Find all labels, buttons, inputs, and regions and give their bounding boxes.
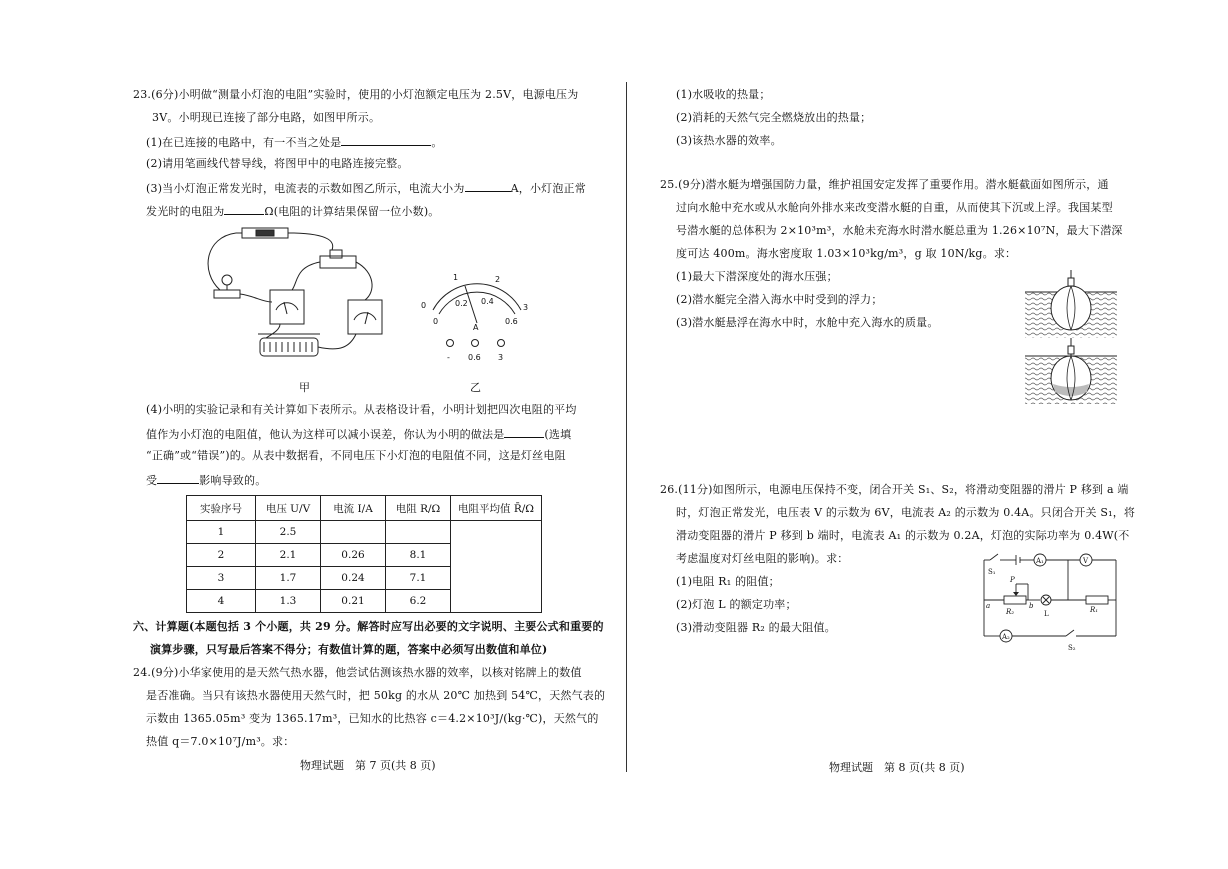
q24-line1: 24.(9分)小华家使用的是天然气热水器，他尝试估测该热水器的效率，以核对铭牌上的数值 [133, 666, 582, 679]
table-header: 实验序号 [187, 496, 256, 521]
label-s1: S₁ [988, 568, 996, 576]
table-cell: 4 [187, 590, 256, 613]
dial-tick-2: 2 [495, 275, 501, 284]
q23-part4-line2-b: (选填 [544, 428, 572, 441]
label-b: b [1029, 602, 1034, 610]
q24-sub2: (2)消耗的天然气完全燃烧放出的热量； [676, 111, 872, 124]
q23-part1-end: 。 [431, 136, 443, 149]
q23-part3-cont-b: Ω(电阻的计算结果保留一位小数)。 [264, 205, 440, 218]
label-p: P [1010, 576, 1015, 584]
table-cell: 1.3 [256, 590, 321, 613]
q23-part4-line4-a: 受 [146, 474, 158, 487]
table-header: 电阻平均值 R̄/Ω [451, 496, 542, 521]
q25-line3: 号潜水艇的总体积为 2×10³m³，水舱未充海水时潜水艇总重为 1.26×10⁷N，最大下潜深 [676, 224, 1123, 237]
table-cell: 7.1 [386, 567, 451, 590]
page-8 [628, 0, 1228, 869]
table-cell-average [451, 521, 542, 613]
q23-part2: (2)请用笔画线代替导线，将图甲中的电路连接完整。 [146, 157, 409, 170]
label-a: a [986, 602, 991, 610]
q25-line4: 度可达 400m。海水密度取 1.03×10³kg/m³，g 取 10N/kg。求： [676, 247, 1017, 260]
terminal-3: 3 [498, 353, 504, 362]
dial-tick-left: 0 [421, 301, 427, 310]
q24-sub3: (3)该热水器的效率。 [676, 134, 782, 147]
dial-inner-06: 0.6 [505, 317, 518, 326]
answer-blank-5[interactable] [157, 472, 199, 484]
q24-line4: 热值 q＝7.0×10⁷J/m³。求： [146, 735, 295, 748]
dial-inner-02: 0.2 [455, 299, 468, 308]
label-v: V [1083, 557, 1089, 565]
q23-part3-text-b: A，小灯泡正常 [510, 182, 586, 195]
table-cell: 2.5 [256, 521, 321, 544]
q23-part3 [146, 180, 586, 196]
table-cell: 0.21 [321, 590, 386, 613]
q26-sub3: (3)滑动变阻器 R₂ 的最大阻值。 [676, 621, 836, 634]
answer-blank-3[interactable] [224, 203, 264, 215]
section-6-heading: 六、计算题(本题包括 3 个小题，共 29 分。解答时应写出必要的文字说明、主要公式和重要的 [133, 620, 604, 633]
q24-sub1: (1)水吸收的热量； [676, 88, 771, 101]
dial-tick-1: 1 [453, 273, 459, 282]
dial-inner-0: 0 [433, 317, 439, 326]
terminal-neg: - [447, 353, 450, 362]
q26-sub2: (2)灯泡 L 的额定功率； [676, 598, 797, 611]
table-cell: 3 [187, 567, 256, 590]
table-header: 电阻 R/Ω [386, 496, 451, 521]
table-cell: 1.7 [256, 567, 321, 590]
q23-part1 [146, 134, 443, 150]
table-cell: 1 [187, 521, 256, 544]
table-header: 电压 U/V [256, 496, 321, 521]
section-6-heading-cont: 演算步骤，只写最后答案不得分；有数值计算的题，答案中必须写出数值和单位) [150, 643, 548, 656]
q23-part3-cont-a: 发光时的电阻为 [146, 205, 225, 218]
experiment-record-table [186, 495, 542, 613]
table-cell [386, 521, 451, 544]
q26-line3: 滑动变阻器的滑片 P 移到 b 端时，电流表 A₁ 的示数为 0.2A，灯泡的实际功率为 0.4W(不 [676, 529, 1130, 542]
q25-line2: 过向水舱中充水或从水舱向外排水来改变潜水艇的自重，从而使其下沉或上浮。我国某型 [676, 201, 1113, 214]
dial-unit: A [473, 323, 479, 332]
q25-sub1: (1)最大下潜深度处的海水压强； [676, 270, 838, 283]
ammeter-dial-figure-yi [415, 268, 535, 368]
circuit-figure-jia [200, 222, 400, 372]
table-cell: 2 [187, 544, 256, 567]
table-cell [321, 521, 386, 544]
q26-line1: 26.(11分)如图所示，电源电压保持不变，闭合开关 S₁、S₂，将滑动变阻器的滑片 P 移到 a 端 [660, 483, 1129, 496]
q23-part1-text: (1)在已连接的电路中，有一不当之处是 [146, 136, 342, 149]
table-cell: 2.1 [256, 544, 321, 567]
table-header-row [187, 496, 542, 521]
q23-part4-line4-b: 影响导致的。 [199, 474, 267, 487]
q25-sub3: (3)潜水艇悬浮在海水中时，水舱中充入海水的质量。 [676, 316, 939, 329]
label-s2: S₂ [1068, 644, 1076, 652]
q23-part4-line2-a: 值作为小灯泡的电阻值，他认为这样可以减小误差，你认为小明的做法是 [146, 428, 505, 441]
q24-line2: 是否准确。当只有该热水器使用天然气时，把 50kg 的水从 20℃ 加热到 54℃，天然气表的 [146, 689, 606, 702]
q23-part4-line3: “正确”或“错误”)的。从表中数据看，不同电压下小灯泡的电阻值不同，这是灯丝电阻 [146, 449, 566, 462]
q26-line2: 时，灯泡正常发光，电压表 V 的示数为 6V，电流表 A₂ 的示数为 0.4A。只闭合开关 S₁，将 [676, 506, 1136, 519]
page-footer-7: 物理试题 第 7 页(共 8 页) [300, 759, 436, 772]
page-divider [626, 82, 627, 772]
label-a2: A₂ [1002, 633, 1010, 641]
table-cell: 0.26 [321, 544, 386, 567]
dial-inner-04: 0.4 [481, 297, 494, 306]
label-r1: R₁ [1090, 606, 1099, 614]
q23-line1: 23.(6分)小明做“测量小灯泡的电阻”实验时，使用的小灯泡额定电压为 2.5V，电源电压为 [133, 88, 579, 101]
figure-caption-jia: 甲 [299, 381, 310, 394]
label-a1: A₁ [1036, 557, 1044, 565]
answer-blank-2[interactable] [465, 180, 511, 192]
submarine-figure [1023, 266, 1119, 406]
dial-tick-right: 3 [523, 303, 529, 312]
q23-part4-line2 [146, 426, 571, 442]
table-cell: 0.24 [321, 567, 386, 590]
q23-part4-line4 [146, 472, 266, 488]
table-header: 电流 I/A [321, 496, 386, 521]
figure-caption-yi: 乙 [470, 381, 481, 394]
table-cell: 8.1 [386, 544, 451, 567]
q23-part3-text: (3)当小灯泡正常发光时，电流表的示数如图乙所示，电流大小为 [146, 182, 465, 195]
q25-line1: 25.(9分)潜水艇为增强国防力量，维护祖国安定发挥了重要作用。潜水艇截面如图所示，通 [660, 178, 1109, 191]
page-footer-8: 物理试题 第 8 页(共 8 页) [829, 761, 965, 774]
label-r2: R₂ [1006, 608, 1015, 616]
q26-sub1: (1)电阻 R₁ 的阻值； [676, 575, 780, 588]
q24-line3: 示数由 1365.05m³ 变为 1365.17m³，已知水的比热容 c＝4.2×10³J/(kg·℃)，天然气的 [146, 712, 599, 725]
q26-line4: 考虑温度对灯丝电阻的影响)。求： [676, 552, 849, 565]
circuit-diagram-q26 [978, 548, 1123, 656]
table-row [187, 521, 542, 544]
table-cell: 6.2 [386, 590, 451, 613]
q25-sub2: (2)潜水艇完全潜入海水中时受到的浮力； [676, 293, 883, 306]
label-l: L [1044, 610, 1049, 618]
q23-part4-line1: (4)小明的实验记录和有关计算如下表所示。从表格设计看，小明计划把四次电阻的平均 [146, 403, 577, 416]
answer-blank-4[interactable] [504, 426, 544, 438]
q23-line2: 3V。小明现已连接了部分电路，如图甲所示。 [152, 111, 381, 124]
q23-part3-cont [146, 203, 440, 219]
answer-blank-1[interactable] [341, 134, 431, 146]
terminal-06: 0.6 [468, 353, 481, 362]
